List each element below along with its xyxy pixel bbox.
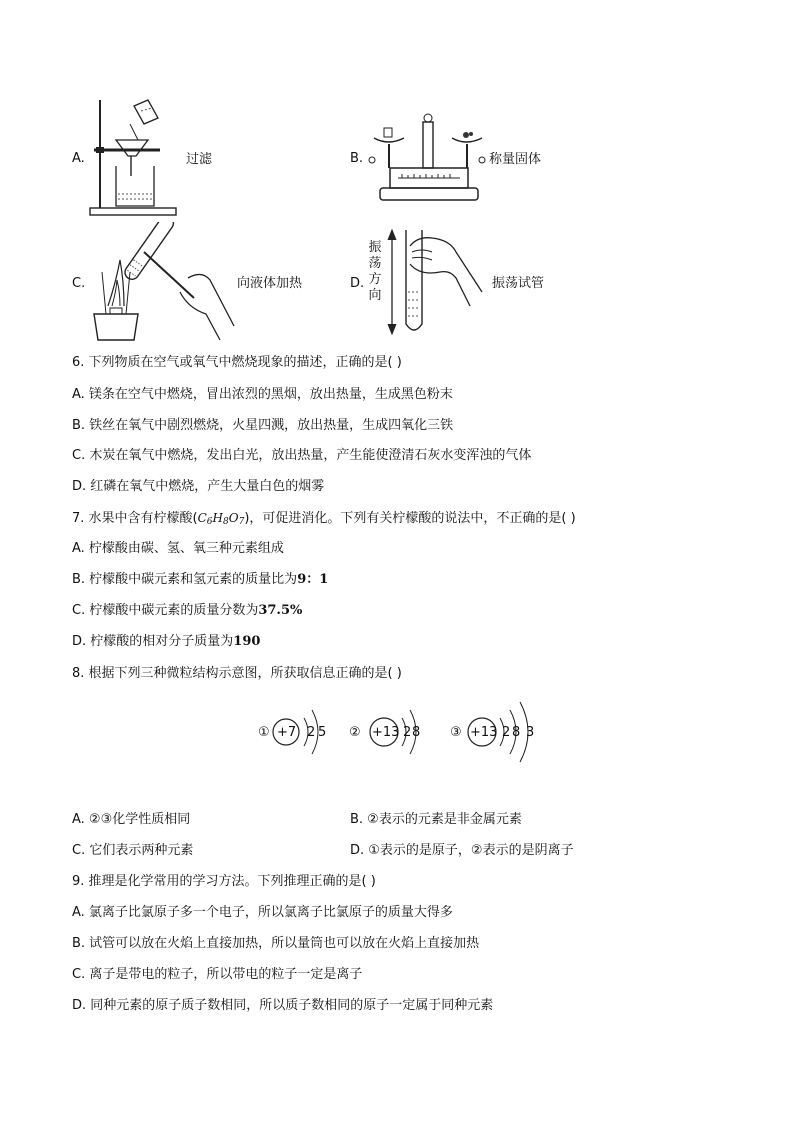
figure-a-caption: 过滤: [186, 152, 213, 167]
q8-option-d: D. ①表示的是原子，②表示的是阴离子: [350, 843, 574, 858]
figure-c-letter: C.: [72, 276, 86, 291]
particle-1-mark: ①: [258, 725, 270, 740]
q7-stem-post: )，可促进消化。下列有关柠檬酸的说法中，不正确的是( ): [244, 511, 576, 526]
q7-option-a: A. 柠檬酸由碳、氢、氧三种元素组成: [72, 541, 284, 556]
particle-3-nucleus: +13: [470, 725, 498, 740]
particle-3-shell-1: 2: [502, 725, 511, 740]
shake-direction-label: 振荡方向: [368, 240, 382, 303]
q9-option-b: B. 试管可以放在火焰上直接加热，所以量筒也可以放在火焰上直接加热: [72, 936, 480, 951]
q8-option-c: C. 它们表示两种元素: [72, 843, 194, 858]
q7-option-c: C. 柠檬酸中碳元素的质量分数为37.5%: [72, 603, 303, 618]
balance-figure: [368, 110, 486, 206]
figure-a-letter: A.: [72, 151, 85, 166]
heating-test-tube-figure: [84, 222, 240, 344]
filtration-apparatus-figure: [86, 96, 178, 218]
q7-option-b: B. 柠檬酸中碳元素和氢元素的质量比为9：1: [72, 572, 329, 587]
figure-b-letter: B.: [350, 151, 364, 166]
q6-option-d: D. 红磷在氧气中燃烧，产生大量白色的烟雾: [72, 479, 325, 494]
q9-option-d: D. 同种元素的原子质子数相同，所以质子数相同的原子一定属于同种元素: [72, 998, 494, 1013]
q8-stem: 8. 根据下列三种微粒结构示意图，所获取信息正确的是( ): [72, 666, 402, 681]
figure-d-letter: D.: [350, 276, 365, 291]
q8-option-b: B. ②表示的元素是非金属元素: [350, 812, 522, 827]
figure-b-caption: 称量固体: [489, 152, 542, 167]
shaking-test-tube-figure: [386, 222, 490, 342]
q9-stem: 9. 推理是化学常用的学习方法。下列推理正确的是( ): [72, 874, 376, 889]
citric-acid-formula: $C_6H_8O_7$: [197, 511, 245, 527]
q8-option-a: A. ②③化学性质相同: [72, 812, 191, 827]
q7-stem-pre: 7. 水果中含有柠檬酸(: [72, 511, 198, 526]
q9-option-c: C. 离子是带电的粒子，所以带电的粒子一定是离子: [72, 967, 363, 982]
particle-1-shell-2: 5: [318, 725, 327, 740]
particle-3-mark: ③: [450, 725, 462, 740]
particle-2-nucleus: +13: [372, 725, 400, 740]
q6-option-c: C. 木炭在氧气中燃烧，发出白光，放出热量，产生能使澄清石灰水变浑浊的气体: [72, 448, 532, 463]
q6-option-b: B. 铁丝在氧气中剧烈燃烧，火星四溅，放出热量，生成四氧化三铁: [72, 418, 454, 433]
figure-c-caption: 向液体加热: [237, 276, 303, 291]
particle-3-shell-3: 3: [526, 725, 535, 740]
particle-3-shell-2: 8: [512, 725, 521, 740]
particle-1-shell-1: 2: [307, 725, 316, 740]
particle-2-mark: ②: [349, 725, 361, 740]
particle-2-shell-2: 8: [412, 725, 421, 740]
q6-stem: 6. 下列物质在空气或氧气中燃烧现象的描述，正确的是( ): [72, 355, 402, 370]
figure-d-caption: 振荡试管: [492, 276, 545, 291]
particle-1-nucleus: +7: [277, 725, 297, 740]
q7-option-d: D. 柠檬酸的相对分子质量为190: [72, 634, 261, 649]
q6-option-a: A. 镁条在空气中燃烧，冒出浓烈的黑烟，放出热量，生成黑色粉末: [72, 387, 453, 402]
q9-option-a: A. 氯离子比氯原子多一个电子，所以氯离子比氯原子的质量大得多: [72, 905, 453, 920]
q7-stem: [72, 510, 576, 530]
particle-2-shell-1: 2: [403, 725, 412, 740]
